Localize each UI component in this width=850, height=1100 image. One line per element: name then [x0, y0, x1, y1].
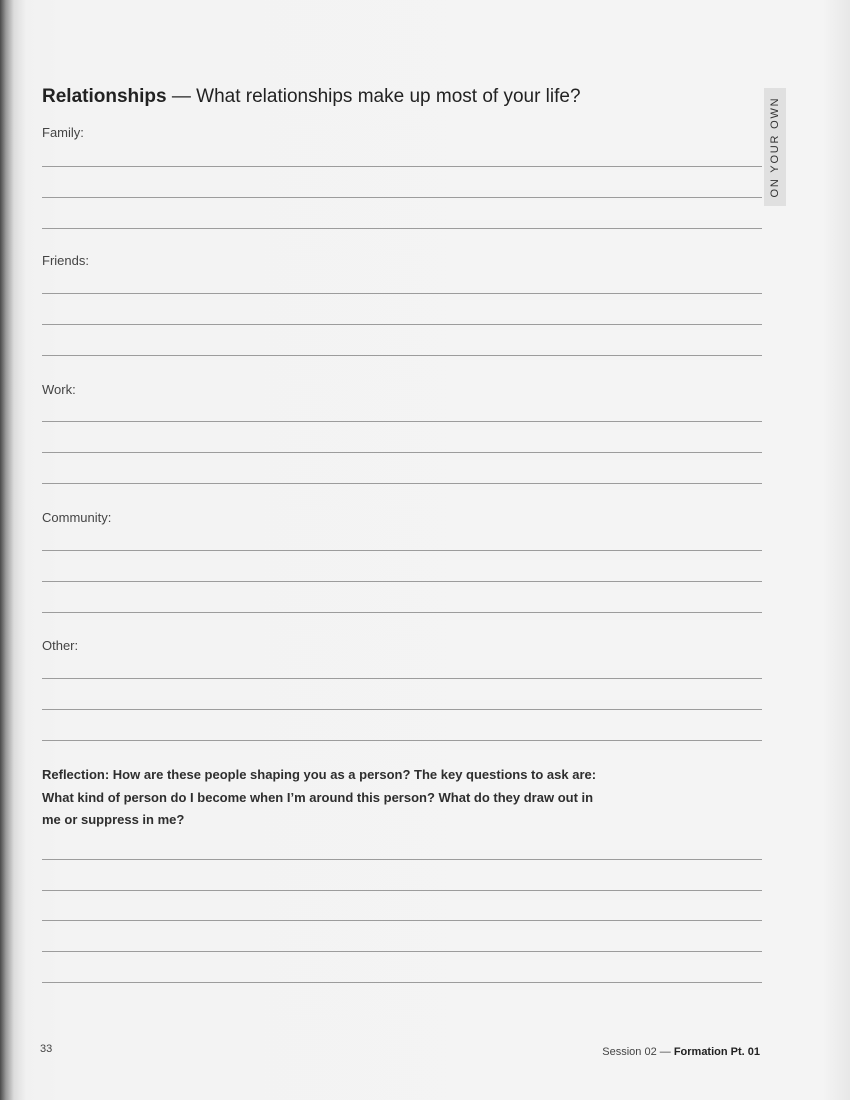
page-title [42, 86, 581, 108]
writing-line[interactable] [42, 740, 762, 741]
footer-title: Formation Pt. 01 [673, 1046, 760, 1058]
writing-line[interactable] [42, 612, 762, 613]
footer-session-label: Session 02 — [602, 1046, 674, 1058]
writing-line[interactable] [42, 452, 762, 453]
writing-line[interactable] [42, 581, 762, 582]
writing-line[interactable] [42, 982, 762, 983]
writing-line[interactable] [42, 951, 762, 952]
footer-session [602, 1046, 760, 1058]
writing-line[interactable] [42, 483, 762, 484]
writing-line[interactable] [42, 550, 762, 551]
reflection-prompt: Reflection: How are these people shaping you as a person? The key questions to ask are: What kind of person do I become when I’m around this person? What do they draw out in me or suppress in me? [42, 767, 597, 827]
writing-line[interactable] [42, 920, 762, 921]
writing-line[interactable] [42, 709, 762, 710]
writing-line[interactable] [42, 355, 762, 356]
title-question: What relationships make up most of your life? [196, 86, 581, 107]
writing-line[interactable] [42, 859, 762, 860]
writing-line[interactable] [42, 293, 762, 294]
page-number: 33 [40, 1043, 53, 1055]
writing-line[interactable] [42, 421, 762, 422]
writing-line[interactable] [42, 166, 762, 167]
section-label-community: Community: [42, 510, 112, 525]
writing-line[interactable] [42, 678, 762, 679]
title-bold: Relationships [42, 86, 167, 107]
side-tab-label: ON YOUR OWN [769, 96, 781, 198]
section-label-work: Work: [42, 382, 76, 397]
writing-line[interactable] [42, 228, 762, 229]
on-your-own-tab [764, 88, 786, 206]
title-separator: — [166, 86, 197, 107]
writing-line[interactable] [42, 197, 762, 198]
section-label-friends: Friends: [42, 253, 89, 268]
page-edge-shadow [822, 0, 850, 1100]
section-label-family: Family: [42, 125, 84, 140]
writing-line[interactable] [42, 890, 762, 891]
writing-line[interactable] [42, 324, 762, 325]
section-label-other: Other: [42, 638, 79, 653]
